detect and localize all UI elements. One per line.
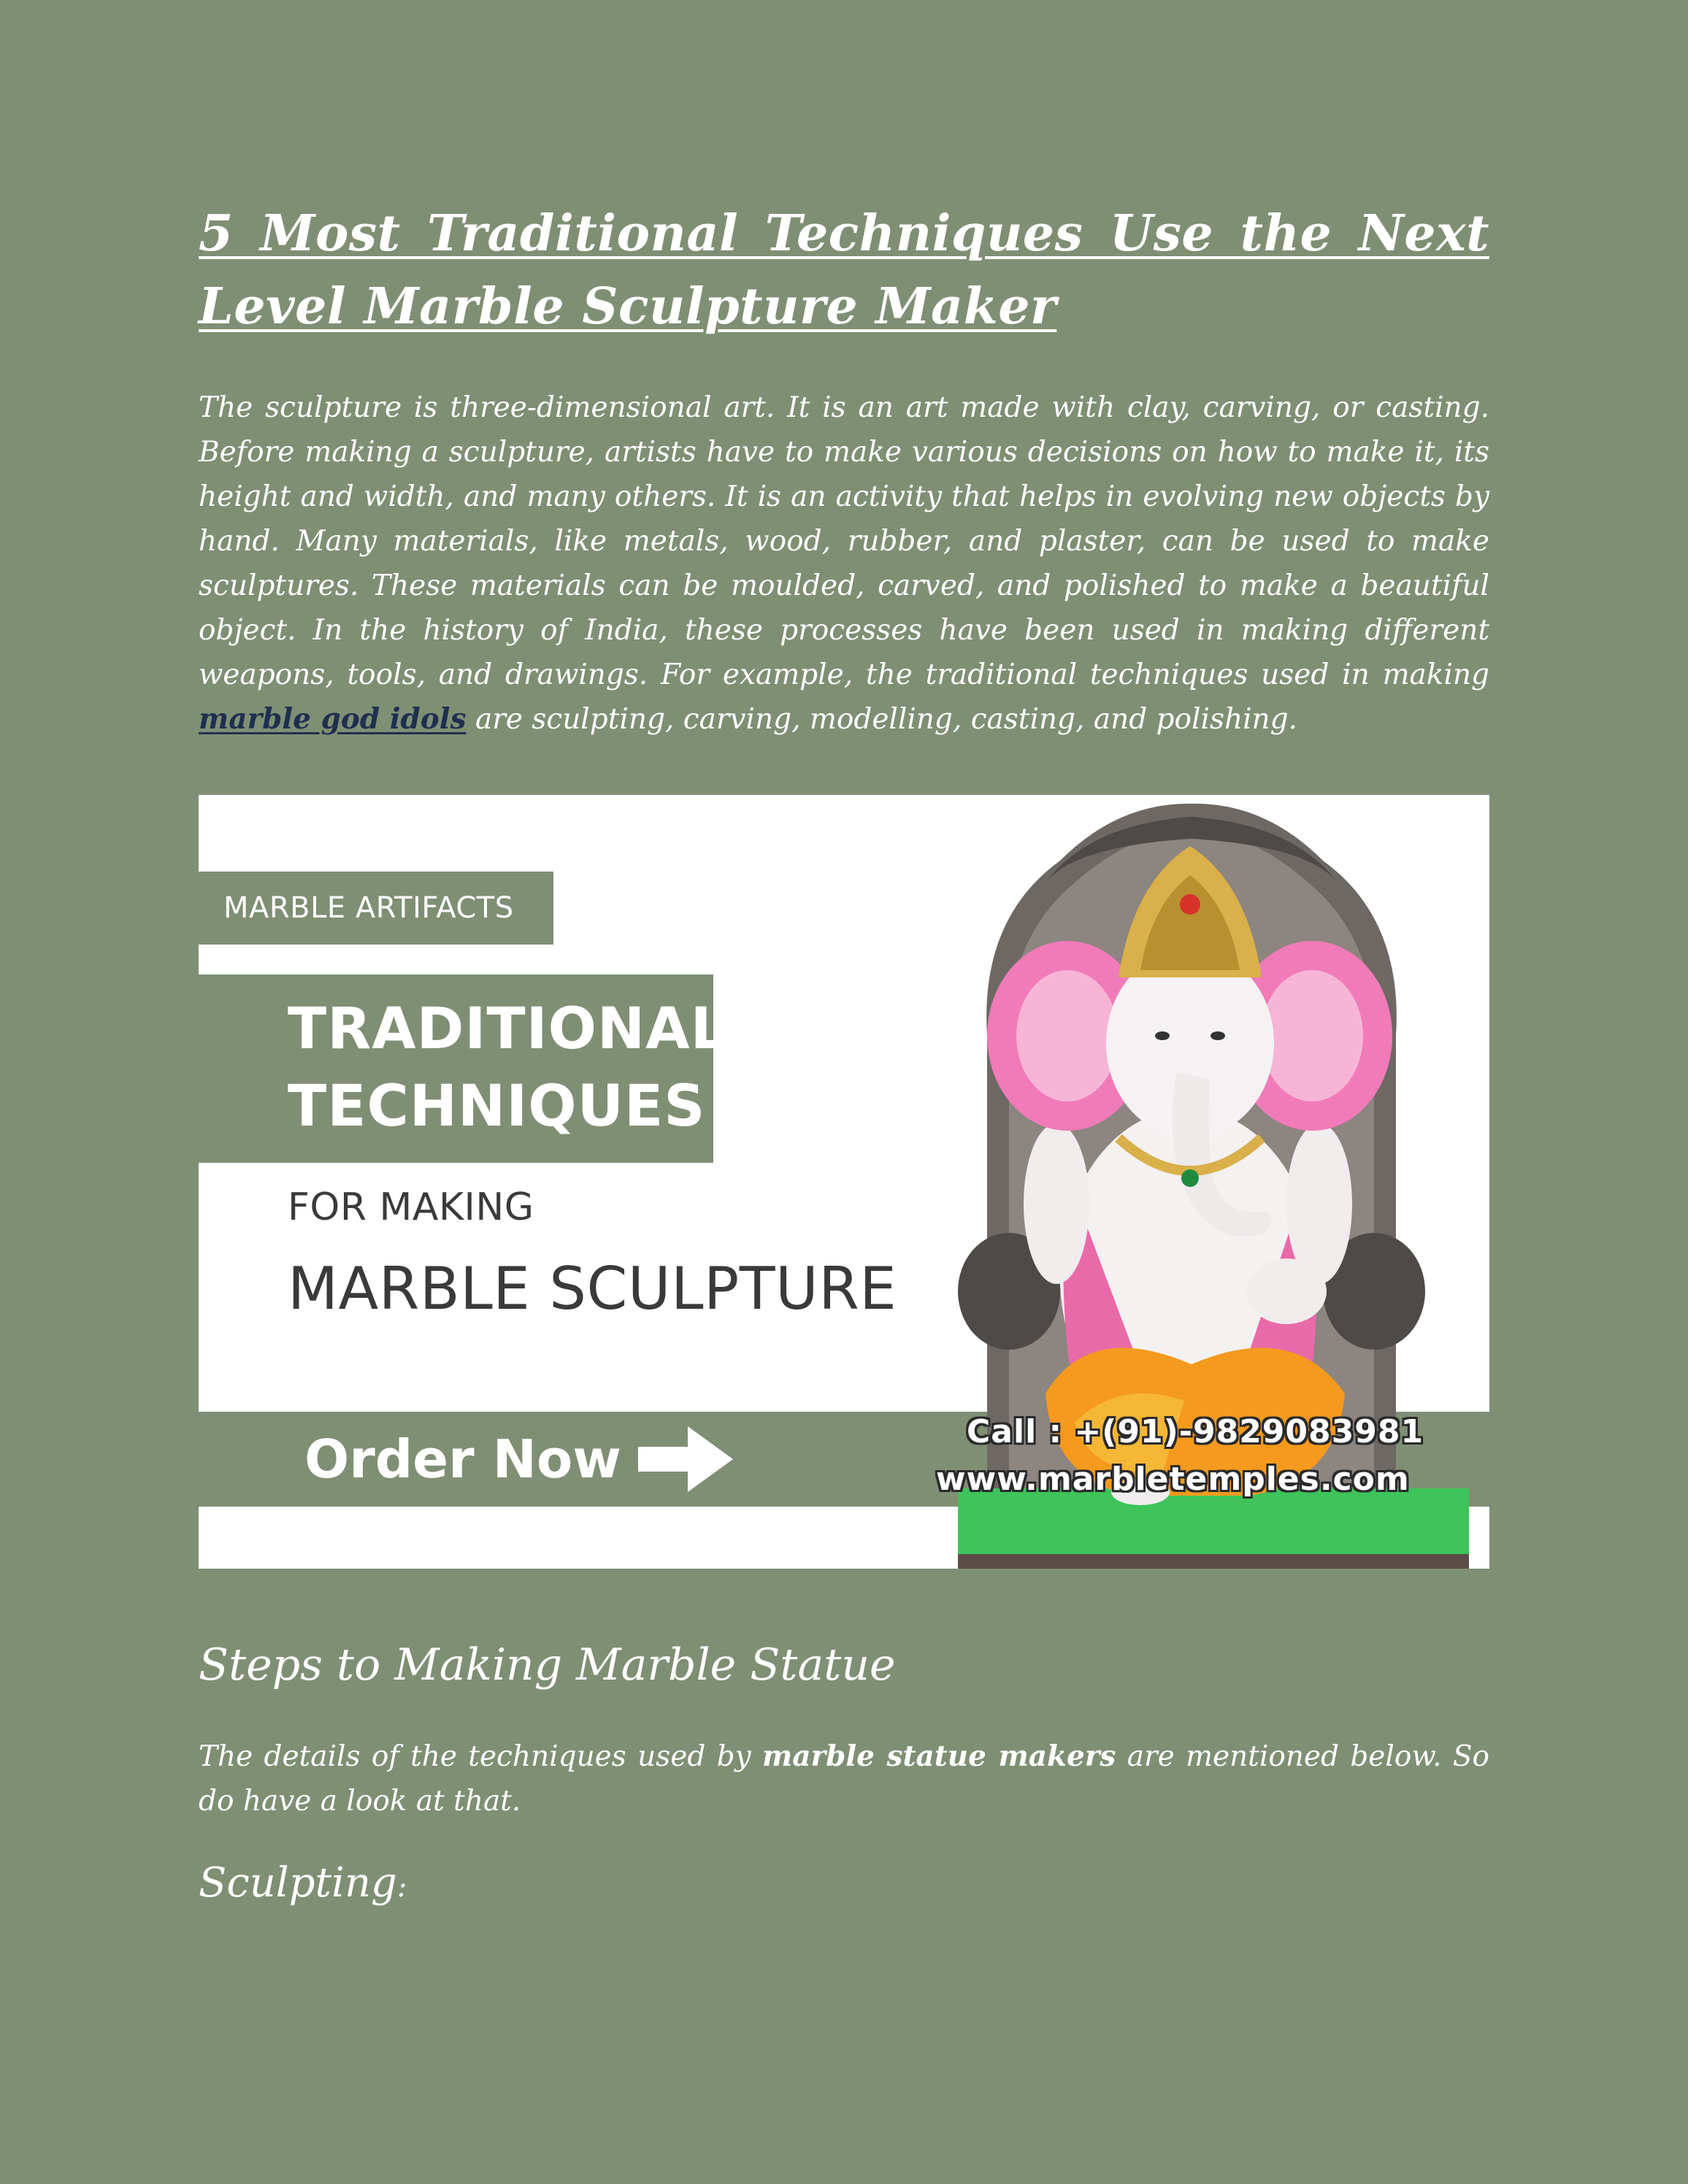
arrow-right-icon <box>638 1426 733 1492</box>
banner-website: www.marbletemples.com <box>936 1461 1410 1498</box>
intro-text-after: are sculpting, carving, modelling, casting, and polishing. <box>466 703 1298 736</box>
ganesha-idol-illustration <box>899 795 1489 1569</box>
banner-for-making: FOR MAKING <box>288 1185 534 1229</box>
subheading-colon: : <box>396 1870 407 1904</box>
promo-banner-image <box>199 795 1489 1569</box>
banner-headline-line2: TECHNIQUES <box>288 1074 706 1139</box>
document-page <box>199 197 1489 1915</box>
details-paragraph <box>199 1734 1489 1823</box>
details-text-after: are mentioned below. So do have a look at that. <box>199 1740 1490 1818</box>
marble-statue-makers-bold: marble statue makers <box>762 1739 1116 1773</box>
marble-god-idols-link[interactable]: marble god idols <box>199 702 467 736</box>
banner-subject: MARBLE SCULPTURE <box>288 1255 897 1323</box>
banner-call-number: Call : +(91)-9829083981 <box>967 1413 1424 1450</box>
banner-headline <box>199 974 728 1163</box>
details-text-before: The details of the techniques used by <box>199 1740 762 1773</box>
order-now-label: Order Now <box>304 1429 621 1490</box>
page-title: 5 Most Traditional Techniques Use the Next Level Marble Sculpture Maker <box>199 204 1489 336</box>
intro-paragraph <box>199 385 1489 742</box>
subheading-text: Sculpting <box>199 1859 397 1907</box>
banner-tag: MARBLE ARTIFACTS <box>199 872 553 945</box>
section-heading: Steps to Making Marble Statue <box>199 1639 896 1691</box>
banner-headline-line1: TRADITIONAL <box>288 996 728 1062</box>
subheading-sculpting <box>199 1856 1489 1915</box>
intro-text-before: The sculpture is three-dimensional art. It is an art made with clay, carving, or casting. Before making a sculpture, artists have to make various decisions on how to make it, its height and width, and many others. It is an activity that helps in evolving new objects by hand. Many materials, like metals, wood, rubber, and plaster, can be used to make sculptures. These materials can be moulded, carved, and polished to make a beautiful object. In the history of India, these processes have been used in making different weapons, tools, and drawings. For example, the traditional techniques used in making <box>199 391 1489 691</box>
